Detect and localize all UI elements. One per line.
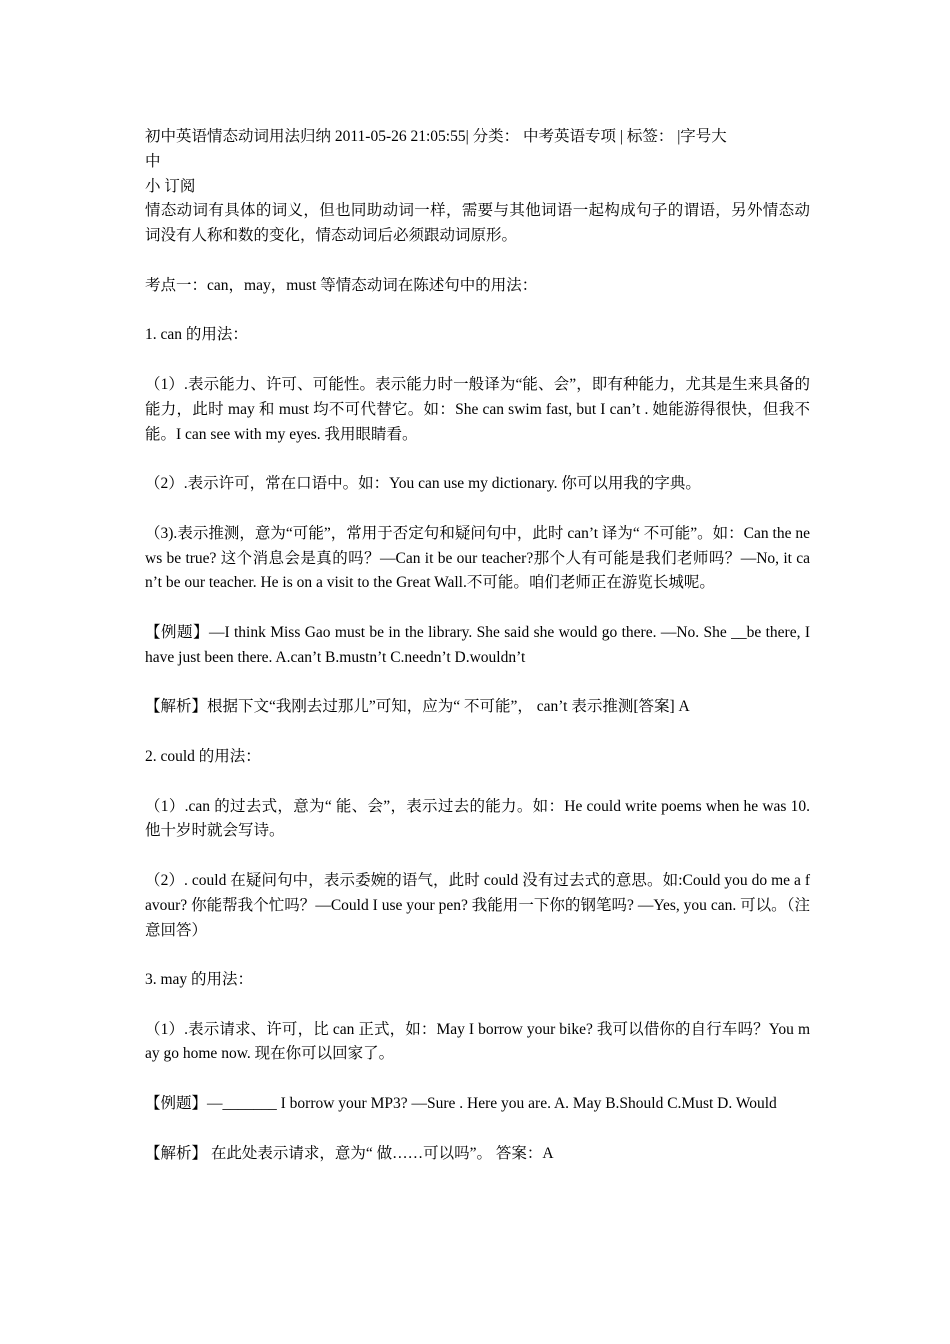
- spacer: [145, 596, 810, 621]
- may-heading: 3. may 的用法：: [145, 971, 254, 989]
- intro-paragraph: 情态动词有具体的词义，但也同助动词一样，需要与其他词语一起构成句子的谓语，另外情态动词没有人称和数的变化，情态动词后必须跟动词原形。: [145, 202, 810, 245]
- spacer: [145, 497, 810, 522]
- can-paragraph-3: （3).表示推测，意为“可能”，常用于否定句和疑问句中，此时 can’t 译为“ 不可能”。如：Can the news be true? 这个消息会是真的吗？—Can it be our teacher?那个人有可能是我们老师吗？—No, it can’t be our teacher. He is on a visit to the Great Wall.不可能。咱们老师正在游览长城呢。: [145, 524, 810, 592]
- spacer: [145, 770, 810, 795]
- could-paragraph-2: （2）. could 在疑问句中，表示委婉的语气，此时 could 没有过去式的意思。如:Could you do me a favour? 你能帮我个忙吗？—Could I use your pen? 我能用一下你的钢笔吗? —Yes, you can. 可以。（注意回答）: [145, 871, 810, 939]
- spacer: [145, 844, 810, 869]
- spacer: [145, 671, 810, 696]
- could-paragraph-1: （1）.can 的过去式，意为“ 能、会”，表示过去的能力。如：He could write poems when he was 10. 他十岁时就会写诗。: [145, 797, 810, 840]
- spacer: [145, 249, 810, 274]
- spacer: [145, 447, 810, 472]
- spacer: [145, 1117, 810, 1142]
- document-body: [145, 125, 810, 1166]
- spacer: [145, 943, 810, 968]
- may-example: 【例题】—_______ I borrow your MP3? —Sure . Here you are. A. May B.Should C.Must D. Would: [145, 1095, 777, 1113]
- can-paragraph-1: （1）.表示能力、许可、可能性。表示能力时一般译为“能、会”，即有种能力，尤其是生来具备的能力，此时 may 和 must 均不可代替它。如：She can swim fast, but I can’t . 她能游得很快，但我不能。I can see with my eyes. 我用眼睛看。: [145, 375, 810, 443]
- font-size-medium-link[interactable]: 中: [145, 152, 161, 170]
- spacer: [145, 993, 810, 1018]
- spacer: [145, 299, 810, 324]
- may-paragraph-1: （1）.表示请求、许可，比 can 正式，如：May I borrow your bike? 我可以借你的自行车吗？You may go home now. 现在你可以回家了。: [145, 1020, 810, 1063]
- can-paragraph-2: （2）.表示许可，常在口语中。如：You can use my dictionary. 你可以用我的字典。: [145, 475, 701, 493]
- spacer: [145, 720, 810, 745]
- can-analysis: 【解析】根据下文“我刚去过那儿”可知，应为“ 不可能”， can’t 表示推测[答案] A: [145, 698, 690, 716]
- spacer: [145, 1067, 810, 1092]
- section1-title: 考点一：can，may，must 等情态动词在陈述句中的用法：: [145, 276, 538, 294]
- can-heading: 1. can 的用法：: [145, 326, 248, 344]
- can-example: 【例题】—I think Miss Gao must be in the library. She said she would go there. —No. She __be there, I have just been there. A.can’t B.mustn’t C.needn’t D.wouldn’t: [145, 623, 810, 666]
- could-heading: 2. could 的用法：: [145, 747, 261, 765]
- spacer: [145, 348, 810, 373]
- may-analysis: 【解析】 在此处表示请求，意为“ 做……可以吗”。 答案：A: [145, 1144, 554, 1162]
- font-size-small-subscribe-links[interactable]: 小 订阅: [145, 177, 196, 195]
- article-meta-line: 初中英语情态动词用法归纳 2011-05-26 21:05:55| 分类： 中考英语专项 | 标签： |字号大: [145, 128, 727, 145]
